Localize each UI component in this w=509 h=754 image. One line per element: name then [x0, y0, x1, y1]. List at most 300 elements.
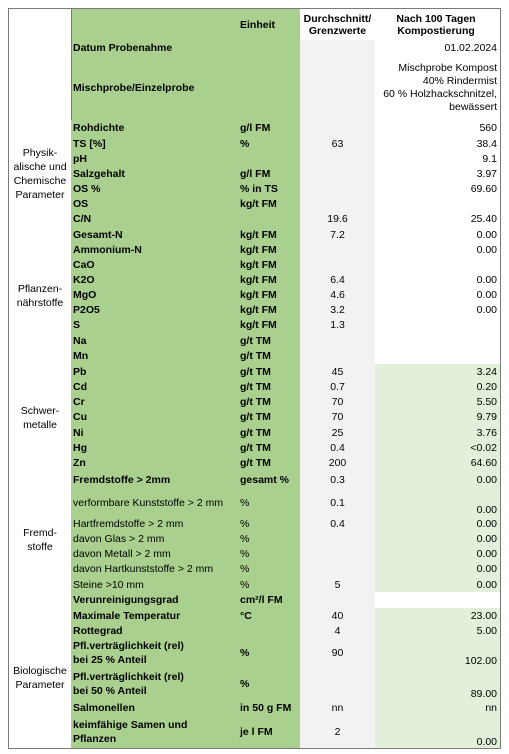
row-unit-text: % in TS — [240, 182, 278, 195]
row-average-text: 0.7 — [330, 380, 345, 393]
row-average — [300, 211, 376, 228]
row-unit — [238, 577, 301, 593]
category-foreign-matter-text: Fremd- stoffe — [23, 526, 57, 553]
row-average — [300, 379, 376, 395]
row-param-text: MgO — [73, 288, 97, 301]
row-param-text: davon Metall > 2 mm — [73, 547, 171, 560]
row-unit-text: je l FM — [240, 725, 273, 738]
row-value — [375, 471, 501, 490]
row-value-text: 5.50 — [476, 395, 497, 408]
row-unit-text: % — [240, 532, 250, 545]
row-param-text: Na — [73, 334, 87, 347]
row-average-text: 4 — [334, 624, 341, 637]
header-result — [375, 8, 501, 41]
row-average — [300, 471, 376, 490]
row-param — [71, 440, 239, 456]
row-param-text: davon Glas > 2 mm — [73, 532, 165, 545]
row-value — [375, 227, 501, 243]
row-unit — [238, 242, 301, 258]
row-param-text: verformbare Kunststoffe > 2 mm — [73, 496, 224, 509]
blank-corner — [8, 8, 72, 121]
date-unit — [238, 40, 301, 56]
row-param-text: C/N — [73, 213, 92, 225]
row-unit — [238, 181, 301, 197]
row-unit — [238, 120, 301, 137]
sample-label-text: Mischprobe/Einzelprobe — [73, 81, 195, 94]
row-value-text: 9.79 — [476, 411, 497, 423]
row-unit — [238, 592, 301, 609]
row-average — [300, 489, 376, 517]
row-param-text: Pfl.verträglichkeit (rel) bei 25 % Anteil — [73, 639, 184, 666]
row-param — [71, 531, 239, 547]
row-param-text: Verunreinigungsgrad — [73, 594, 179, 606]
row-average — [300, 516, 376, 532]
row-param — [71, 715, 239, 749]
row-value — [375, 379, 501, 395]
row-unit-text: gesamt % — [240, 474, 290, 486]
row-average — [300, 317, 376, 334]
row-unit-text: g/t TM — [240, 380, 271, 393]
row-param-text: Fremdstoffe > 2mm — [73, 474, 171, 486]
row-average-text: 70 — [331, 395, 344, 408]
row-unit — [238, 272, 301, 288]
row-unit — [238, 333, 301, 349]
row-unit — [238, 211, 301, 228]
row-unit — [238, 608, 301, 624]
row-value-text: 3.97 — [476, 167, 497, 180]
row-average — [300, 715, 376, 749]
row-value — [375, 516, 501, 532]
sample-average — [300, 55, 376, 121]
row-value-text: 0.00 — [476, 303, 497, 316]
row-param — [71, 348, 239, 365]
header-result-text: Nach 100 Tagen Kompostierung — [396, 12, 476, 37]
date-value — [375, 40, 501, 56]
row-average — [300, 577, 376, 593]
row-param — [71, 181, 239, 197]
row-value — [375, 333, 501, 349]
header-unit — [238, 8, 301, 41]
category-physical-chemical-text: Physik- alische und Chemische Parameter — [13, 146, 67, 201]
row-unit — [238, 379, 301, 395]
row-value-text: 0.00 — [476, 547, 497, 560]
row-average — [300, 667, 376, 701]
row-param — [71, 287, 239, 303]
date-average — [300, 40, 376, 56]
row-average — [300, 638, 376, 668]
row-average — [300, 136, 376, 152]
row-average-text: 19.6 — [327, 213, 348, 225]
row-average — [300, 151, 376, 167]
row-average — [300, 227, 376, 243]
row-value — [375, 531, 501, 547]
row-average-text: nn — [331, 701, 344, 714]
row-unit — [238, 317, 301, 334]
row-value — [375, 364, 501, 380]
row-value-text: 0.00 — [476, 504, 497, 516]
row-unit — [238, 394, 301, 410]
row-param — [71, 227, 239, 243]
row-value — [375, 317, 501, 334]
row-unit-text: cm²/l FM — [240, 594, 283, 606]
row-value — [375, 272, 501, 288]
row-value-text: 3.24 — [476, 365, 497, 378]
sample-label — [71, 55, 239, 121]
row-value — [375, 242, 501, 258]
row-unit-text: % — [240, 496, 250, 509]
row-param-text: Mn — [73, 350, 89, 362]
row-unit-text: % — [240, 547, 250, 560]
row-value-text: 0.00 — [476, 736, 497, 748]
row-param — [71, 257, 239, 273]
date-label — [71, 40, 239, 56]
row-value — [375, 455, 501, 472]
row-value-text: 25.40 — [470, 213, 497, 225]
row-unit — [238, 409, 301, 426]
row-unit-text: g/t TM — [240, 457, 271, 469]
row-param-text: OS — [73, 197, 89, 210]
row-param — [71, 700, 239, 716]
row-value — [375, 181, 501, 197]
row-param-text: Gesamt-N — [73, 228, 123, 241]
row-average-text: 90 — [331, 646, 344, 659]
row-param-text: OS % — [73, 182, 101, 195]
row-average-text: 4.6 — [330, 288, 345, 301]
row-average — [300, 302, 376, 318]
category-heavy-metals — [8, 364, 72, 472]
row-unit — [238, 516, 301, 532]
header-average — [300, 8, 376, 41]
row-param-text: Hartfremdstoffe > 2 mm — [73, 517, 184, 530]
row-average — [300, 364, 376, 380]
row-param — [71, 546, 239, 562]
row-average-text: 0.1 — [330, 496, 345, 509]
sample-value-text: Mischprobe Kompost 40% Rindermist 60 % Holzhackschnitzel, bewässert — [383, 61, 497, 113]
row-average — [300, 394, 376, 410]
row-unit — [238, 715, 301, 749]
row-param-text: Salmonellen — [73, 701, 135, 714]
row-param — [71, 364, 239, 380]
row-unit-text: kg/t FM — [240, 288, 277, 301]
row-unit — [238, 623, 301, 639]
row-average — [300, 440, 376, 456]
date-label-text: Datum Probenahme — [73, 41, 173, 54]
row-average — [300, 608, 376, 624]
row-param — [71, 242, 239, 258]
row-value — [375, 715, 501, 749]
sample-value — [375, 55, 501, 121]
row-param — [71, 302, 239, 318]
row-param — [71, 516, 239, 532]
row-value — [375, 151, 501, 167]
row-unit — [238, 302, 301, 318]
row-average — [300, 120, 376, 137]
row-param-text: CaO — [73, 258, 95, 271]
row-average — [300, 181, 376, 197]
row-unit-text: kg/t FM — [240, 243, 277, 256]
row-unit-text: kg/t FM — [240, 319, 277, 331]
row-unit — [238, 531, 301, 547]
row-average — [300, 455, 376, 472]
row-param — [71, 409, 239, 426]
row-unit-text: g/l FM — [240, 122, 271, 134]
row-value-text: 0.20 — [476, 380, 497, 393]
row-param-text: Rohdichte — [73, 122, 125, 134]
row-unit-text: g/t TM — [240, 441, 271, 454]
row-value — [375, 700, 501, 716]
row-unit-text: g/t TM — [240, 395, 271, 408]
row-value — [375, 489, 501, 517]
row-average-text: 45 — [331, 365, 344, 378]
row-param-text: Maximale Temperatur — [73, 609, 181, 622]
sample-unit — [238, 55, 301, 121]
row-param — [71, 425, 239, 441]
row-value-text: 0.00 — [476, 228, 497, 241]
row-value — [375, 577, 501, 593]
category-heavy-metals-text: Schwer- metalle — [20, 404, 60, 431]
row-value — [375, 638, 501, 668]
row-value — [375, 211, 501, 228]
row-average — [300, 531, 376, 547]
row-unit-text: g/l FM — [240, 167, 271, 180]
header-unit-text: Einheit — [240, 18, 276, 31]
row-param — [71, 608, 239, 624]
row-param-text: Cr — [73, 395, 85, 408]
row-param — [71, 394, 239, 410]
row-param-text: Salzgehalt — [73, 167, 125, 180]
row-average — [300, 287, 376, 303]
row-unit — [238, 667, 301, 701]
row-value-text: 5.00 — [476, 624, 497, 637]
row-value-text: 0.00 — [476, 273, 497, 286]
row-unit — [238, 561, 301, 578]
row-value-text: 102.00 — [464, 655, 497, 667]
row-unit — [238, 455, 301, 472]
row-unit — [238, 440, 301, 456]
row-average-text: 1.3 — [330, 319, 345, 331]
row-average — [300, 623, 376, 639]
row-value — [375, 409, 501, 426]
header-param-cell — [71, 8, 239, 41]
row-value-text: 23.00 — [470, 609, 497, 622]
row-value — [375, 136, 501, 152]
row-unit-text: in 50 g FM — [240, 701, 292, 714]
row-value — [375, 561, 501, 578]
row-param — [71, 471, 239, 490]
row-average-text: 0.3 — [330, 474, 345, 486]
row-param — [71, 638, 239, 668]
row-value-text: 560 — [479, 122, 497, 134]
row-param — [71, 317, 239, 334]
row-average-text: 6.4 — [330, 273, 345, 286]
row-unit — [238, 151, 301, 167]
row-param — [71, 667, 239, 701]
row-unit-text: g/t TM — [240, 426, 271, 439]
row-unit-text: % — [240, 137, 250, 150]
row-param — [71, 272, 239, 288]
row-value-text: 69.60 — [470, 182, 497, 195]
row-value-text: 3.76 — [476, 426, 497, 439]
row-average — [300, 196, 376, 212]
row-param — [71, 151, 239, 167]
row-param — [71, 333, 239, 349]
row-average-text: 25 — [331, 426, 344, 439]
row-param-text: Zn — [73, 457, 86, 469]
category-biological-text: Biologische Parameter — [13, 665, 67, 691]
row-value — [375, 667, 501, 701]
category-nutrients-text: Pflanzen- nährstoffe — [16, 282, 64, 309]
row-average-text: 0.4 — [330, 441, 345, 454]
row-param-text: Cu — [73, 411, 87, 423]
row-average-text: 0.4 — [330, 517, 345, 530]
row-param-text: keimfähige Samen und Pflanzen — [73, 718, 188, 745]
row-param-text: TS [%] — [73, 137, 106, 150]
row-unit — [238, 257, 301, 273]
row-value-text: 0.00 — [476, 578, 497, 591]
row-unit — [238, 166, 301, 182]
row-average — [300, 409, 376, 426]
row-param — [71, 455, 239, 472]
row-unit-text: % — [240, 578, 250, 591]
row-average — [300, 592, 376, 609]
row-unit — [238, 227, 301, 243]
row-param-text: S — [73, 319, 81, 331]
row-average-text: 7.2 — [330, 228, 345, 241]
row-value — [375, 440, 501, 456]
row-average — [300, 425, 376, 441]
row-param-text: P2O5 — [73, 303, 100, 316]
row-unit-text: % — [240, 517, 250, 530]
row-value — [375, 425, 501, 441]
row-unit — [238, 638, 301, 668]
row-param — [71, 136, 239, 152]
category-nutrients — [8, 227, 72, 365]
row-unit — [238, 136, 301, 152]
row-param — [71, 120, 239, 137]
row-value — [375, 394, 501, 410]
row-unit-text: kg/t FM — [240, 303, 277, 316]
row-unit-text: % — [240, 677, 250, 690]
row-value — [375, 348, 501, 365]
row-average — [300, 561, 376, 578]
row-unit — [238, 287, 301, 303]
row-param-text: Ni — [73, 426, 84, 439]
row-value-text: 0.00 — [476, 517, 497, 530]
row-value — [375, 546, 501, 562]
row-param-text: Ammonium-N — [73, 243, 142, 256]
row-param-text: Pfl.verträglichkeit (rel) bei 50 % Anteil — [73, 670, 184, 697]
row-param-text: Cd — [73, 380, 87, 393]
row-value — [375, 592, 501, 609]
row-value-text: 0.00 — [476, 288, 497, 301]
row-param-text: Steine >10 mm — [73, 578, 144, 591]
row-unit — [238, 348, 301, 365]
row-unit — [238, 471, 301, 490]
row-unit — [238, 700, 301, 716]
row-average-text: 2 — [334, 725, 341, 738]
row-average-text: 40 — [331, 609, 344, 622]
row-unit-text: g/t TM — [240, 365, 271, 378]
row-unit-text: kg/t FM — [240, 258, 277, 271]
row-average — [300, 257, 376, 273]
row-param-text: pH — [73, 152, 87, 165]
row-unit — [238, 489, 301, 517]
row-value-text: nn — [485, 701, 497, 714]
row-unit-text: kg/t FM — [240, 228, 277, 241]
row-unit — [238, 425, 301, 441]
row-unit-text: kg/t FM — [240, 197, 277, 210]
row-unit — [238, 196, 301, 212]
row-unit-text: g/t TM — [240, 411, 271, 423]
row-param-text: Pb — [73, 365, 87, 378]
row-param-text: davon Hartkunststoffe > 2 mm — [73, 563, 214, 575]
row-unit-text: % — [240, 646, 250, 659]
row-param-text: Rottegrad — [73, 624, 123, 637]
row-value-text: 0.00 — [476, 243, 497, 256]
row-value-text: 0.00 — [476, 474, 497, 486]
row-value — [375, 287, 501, 303]
row-value — [375, 257, 501, 273]
category-biological — [8, 608, 72, 749]
row-value-text: 9.1 — [482, 152, 497, 165]
row-param-text: Hg — [73, 441, 87, 454]
row-value-text: 89.00 — [470, 688, 497, 700]
category-foreign-matter — [8, 471, 72, 609]
row-unit-text: % — [240, 563, 250, 575]
row-param — [71, 561, 239, 578]
row-param — [71, 196, 239, 212]
row-value — [375, 196, 501, 212]
row-unit-text: g/t TM — [240, 350, 271, 362]
row-param — [71, 592, 239, 609]
row-param — [71, 211, 239, 228]
row-average — [300, 700, 376, 716]
row-average-text: 5 — [334, 578, 341, 591]
row-value — [375, 302, 501, 318]
row-value-text: <0.02 — [470, 441, 497, 454]
row-average — [300, 546, 376, 562]
row-average — [300, 242, 376, 258]
row-average — [300, 348, 376, 365]
row-param — [71, 166, 239, 182]
row-param — [71, 623, 239, 639]
row-unit-text: kg/t FM — [240, 273, 277, 286]
row-average-text: 200 — [328, 457, 347, 469]
row-value-text: 0.00 — [476, 563, 497, 575]
row-value-text: 0.00 — [476, 532, 497, 545]
row-param — [71, 489, 239, 517]
row-value — [375, 166, 501, 182]
category-physical-chemical — [8, 120, 72, 228]
row-param — [71, 577, 239, 593]
row-unit — [238, 364, 301, 380]
row-value — [375, 608, 501, 624]
row-value — [375, 623, 501, 639]
row-value — [375, 120, 501, 137]
row-average — [300, 166, 376, 182]
row-unit — [238, 546, 301, 562]
row-average — [300, 333, 376, 349]
row-param-text: K2O — [73, 273, 95, 286]
row-average — [300, 272, 376, 288]
row-param — [71, 379, 239, 395]
date-value-text: 01.02.2024 — [444, 41, 497, 54]
row-unit-text: g/t TM — [240, 334, 271, 347]
row-average-text: 3.2 — [330, 303, 345, 316]
row-average-text: 63 — [331, 137, 344, 150]
header-average-text: Durchschnitt/ Grenzwerte — [303, 12, 372, 37]
row-average-text: 70 — [331, 411, 344, 423]
